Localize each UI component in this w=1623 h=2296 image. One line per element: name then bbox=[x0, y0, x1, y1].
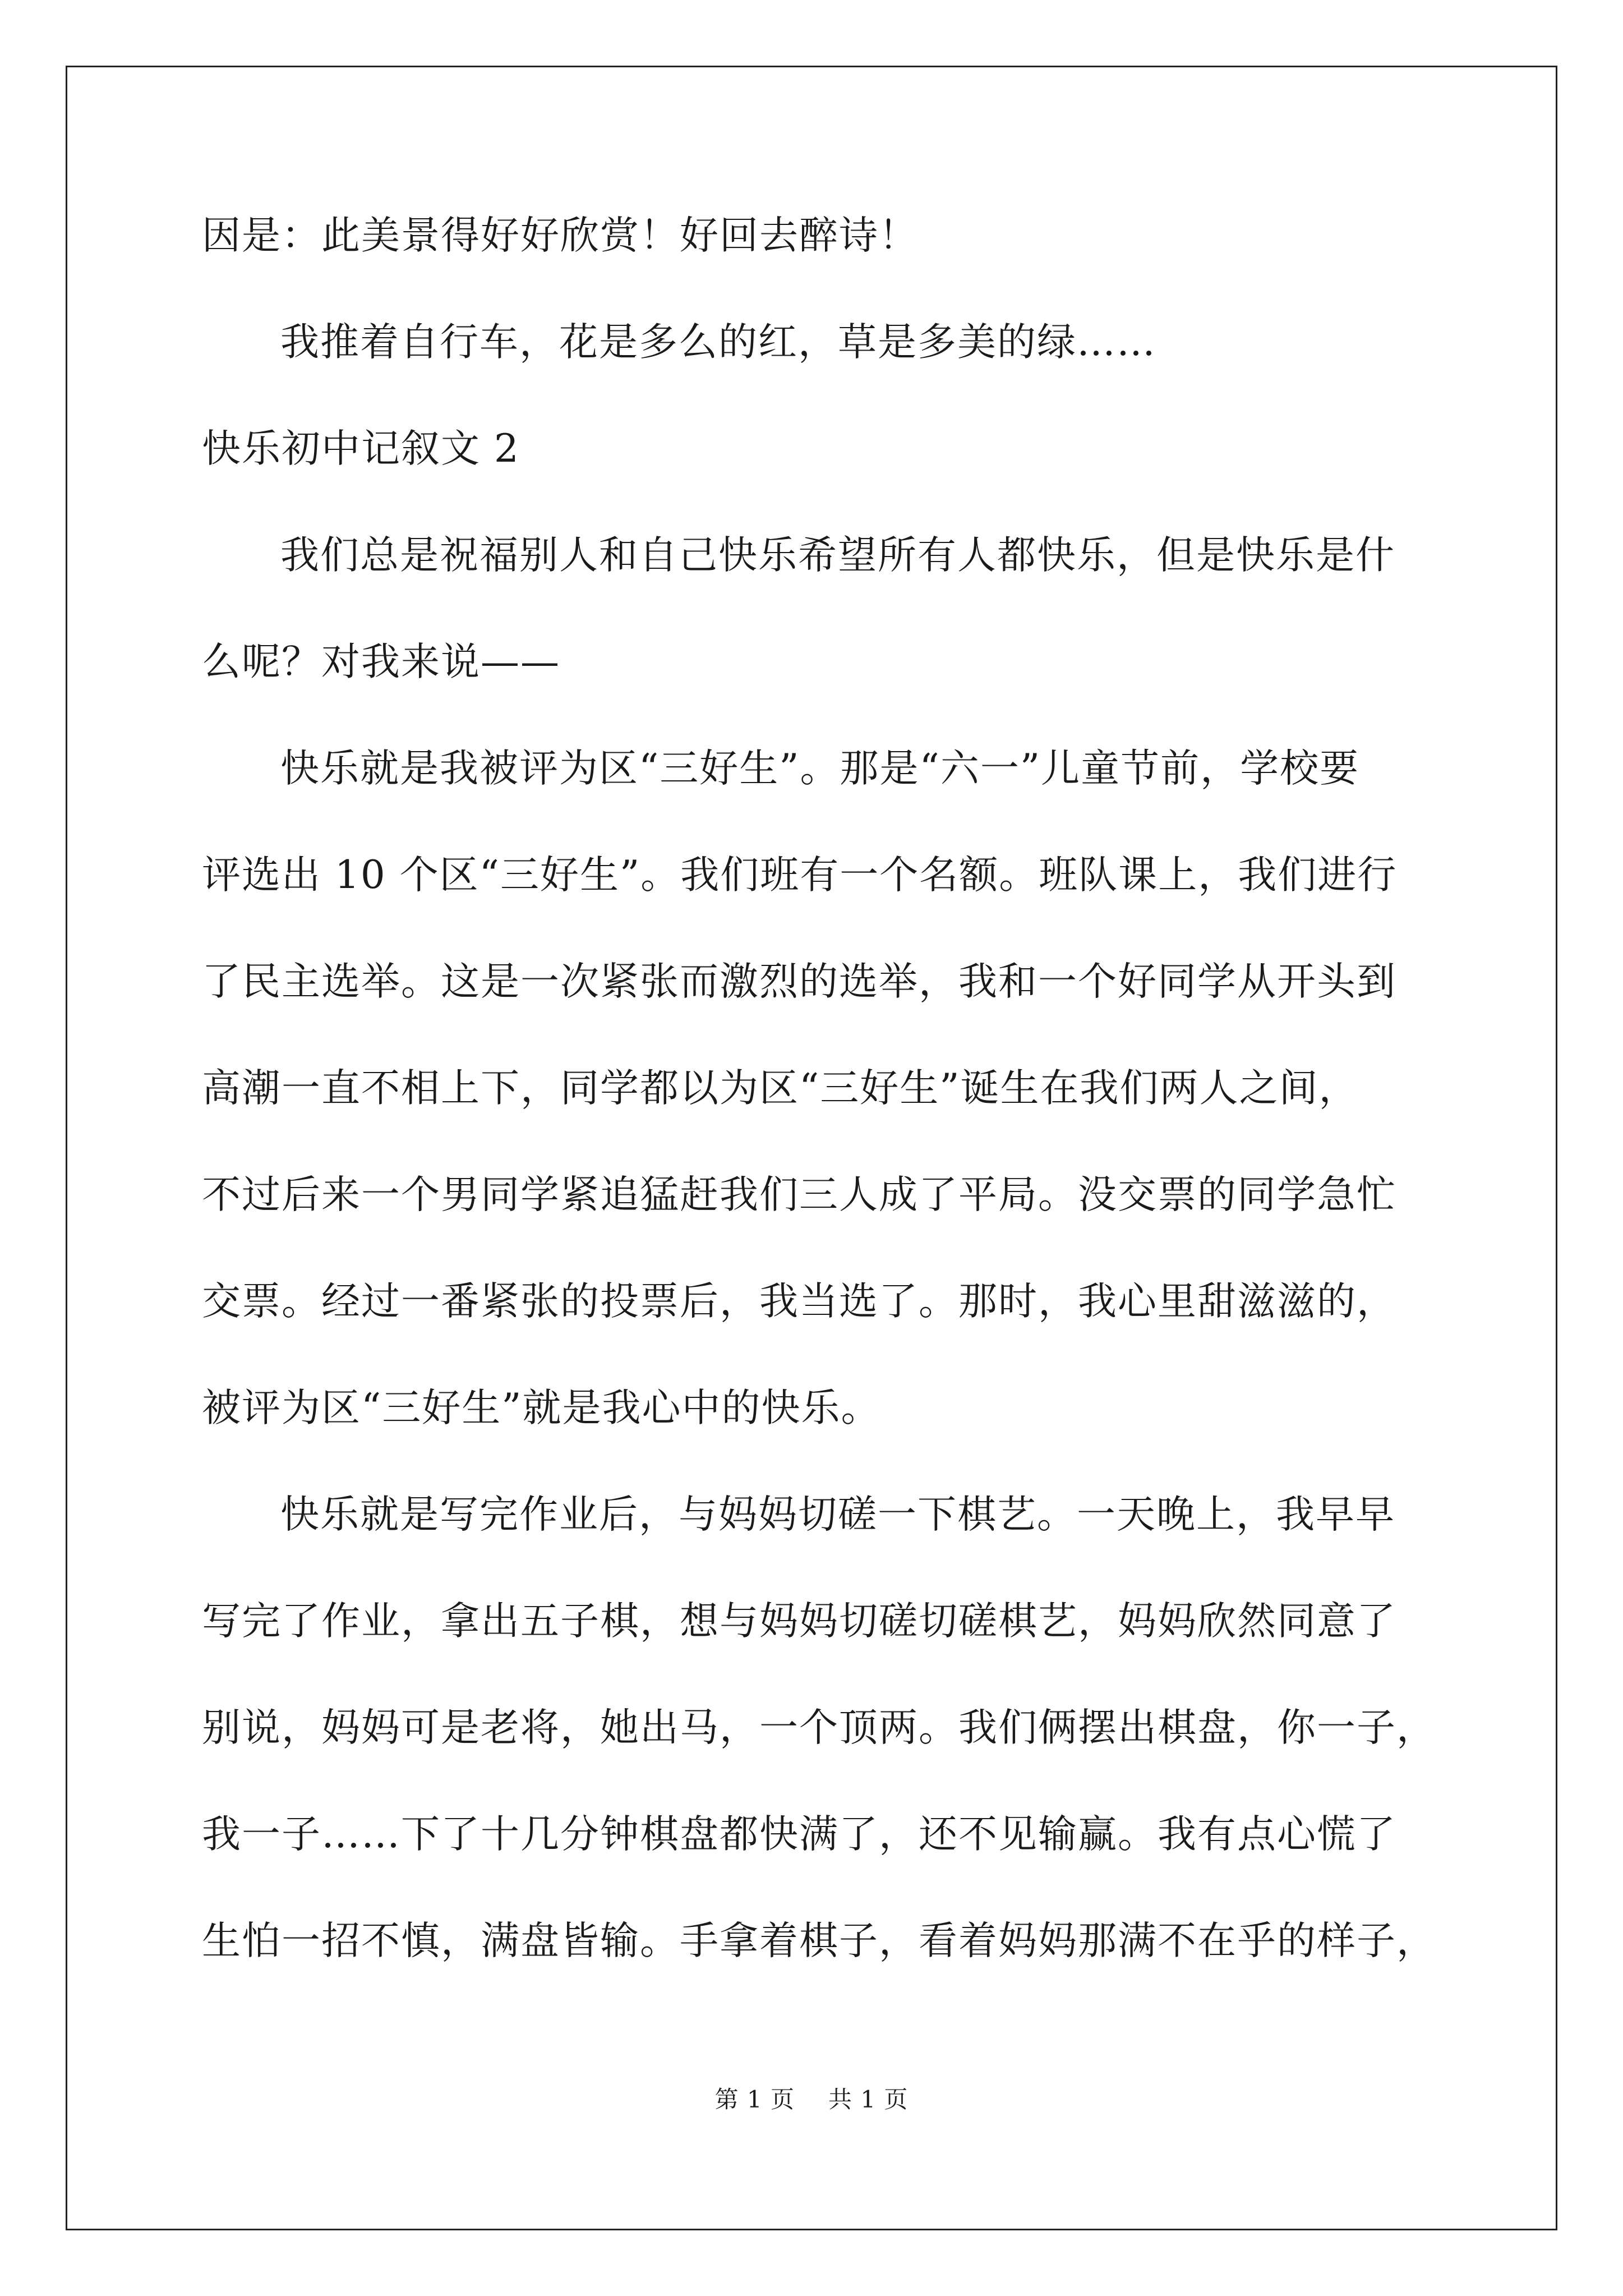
text-line: 因是：此美景得好好欣赏！好回去醉诗！ bbox=[202, 213, 919, 258]
text-line: 么呢？对我来说—— bbox=[202, 639, 560, 684]
text-line: 了民主选举。这是一次紧张而激烈的选举，我和一个好同学从开头到 bbox=[202, 959, 1396, 1004]
page-footer bbox=[0, 2081, 1623, 2115]
text-line: 生怕一招不慎，满盘皆输。手拿着棋子，看着妈妈那满不在乎的样子， bbox=[202, 1918, 1436, 1963]
text-line: 高潮一直不相上下，同学都以为区“三好生”诞生在我们两人之间， bbox=[202, 1066, 1359, 1111]
document-body bbox=[202, 208, 1436, 2019]
text-line: 快乐就是写完作业后，与妈妈切磋一下棋艺。一天晚上，我早早 bbox=[280, 1492, 1395, 1537]
text-line: 我推着自行车，花是多么的红，草是多美的绿…… bbox=[280, 320, 1156, 365]
page-number: 第 1 页 bbox=[714, 2086, 795, 2113]
text-line: 写完了作业，拿出五子棋，想与妈妈切磋切磋棋艺，妈妈欣然同意了 bbox=[202, 1599, 1396, 1644]
text-line: 我们总是祝福别人和自己快乐希望所有人都快乐，但是快乐是什 bbox=[280, 533, 1395, 578]
text-line: 评选出 10 个区“三好生”。我们班有一个名额。班队课上，我们进行 bbox=[202, 853, 1398, 898]
text-line: 快乐就是我被评为区“三好生”。那是“六一”儿童节前，学校要 bbox=[280, 746, 1360, 791]
text-line: 我一子……下了十几分钟棋盘都快满了，还不见输赢。我有点心慌了 bbox=[202, 1812, 1396, 1857]
page-total: 共 1 页 bbox=[828, 2086, 909, 2113]
text-line: 交票。经过一番紧张的投票后，我当选了。那时，我心里甜滋滋的， bbox=[202, 1279, 1396, 1324]
text-line: 被评为区“三好生”就是我心中的快乐。 bbox=[202, 1386, 881, 1430]
text-line: 别说，妈妈可是老将，她出马，一个顶两。我们俩摆出棋盘，你一子， bbox=[202, 1705, 1436, 1750]
text-line: 不过后来一个男同学紧追猛赶我们三人成了平局。没交票的同学急忙 bbox=[202, 1172, 1396, 1217]
section-heading: 快乐初中记叙文 2 bbox=[202, 426, 520, 471]
